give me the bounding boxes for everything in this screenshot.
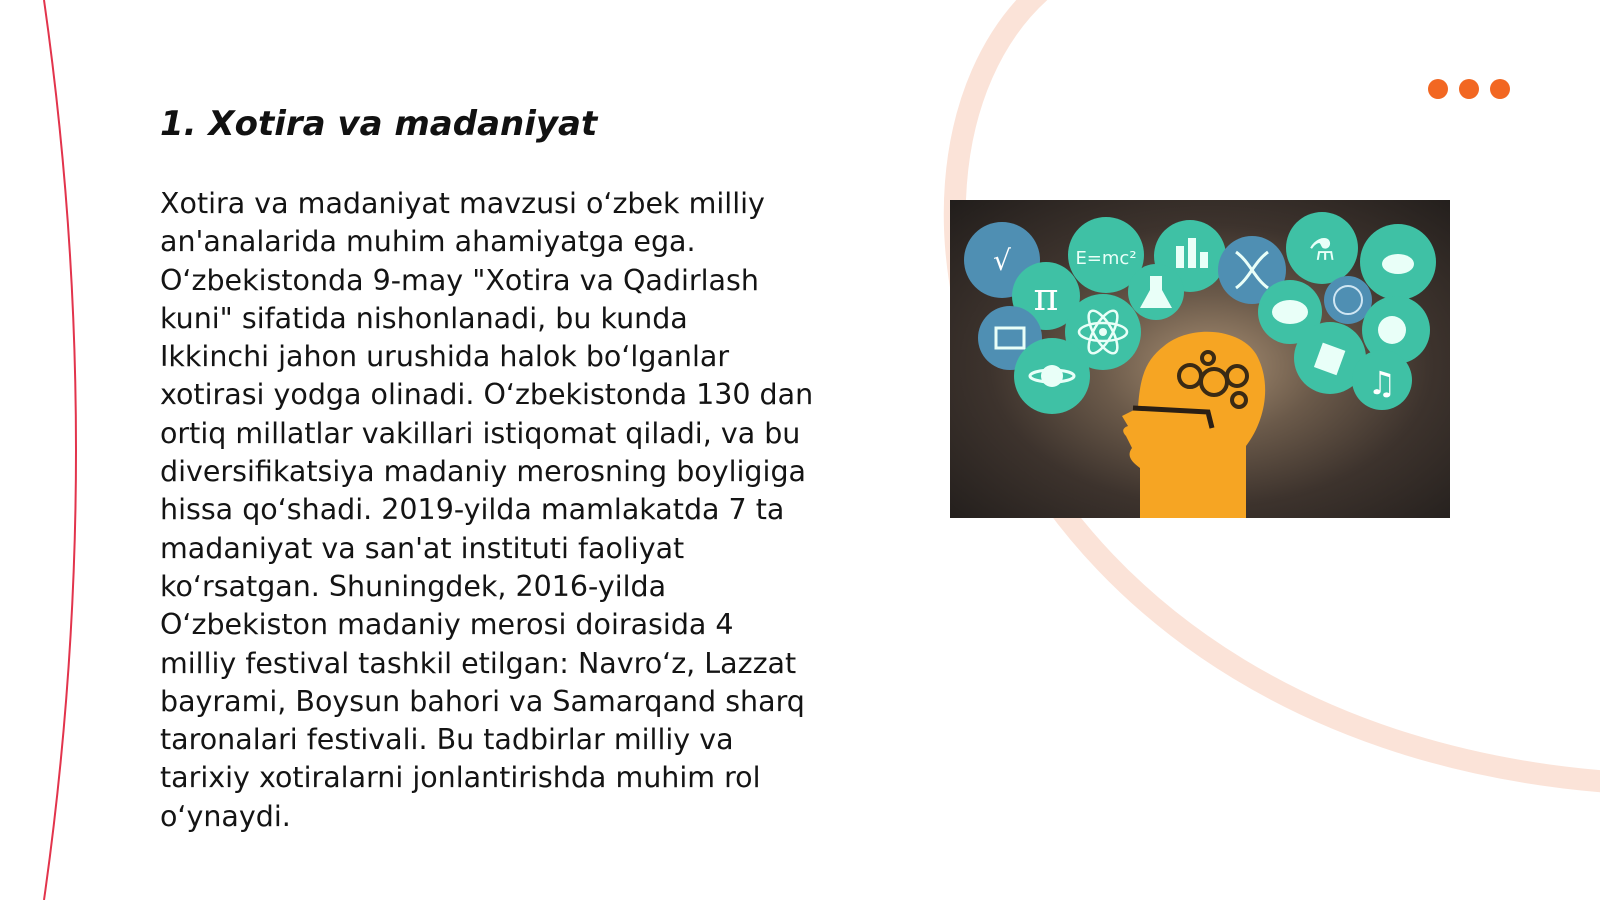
palette-icon [1378, 316, 1406, 344]
slide-title: 1. Xotira va madaniyat [160, 104, 598, 144]
emc2-icon: E=mc² [1075, 248, 1137, 269]
planet-icon [1041, 365, 1063, 387]
microscope-icon: ⚗ [1308, 233, 1336, 268]
menu-dots-icon [1428, 79, 1510, 99]
chart-icon [1176, 246, 1184, 268]
dot-icon [1428, 79, 1448, 99]
sqrt-icon: √ [993, 244, 1011, 277]
knowledge-head-illustration [950, 200, 1450, 518]
dot-icon [1490, 79, 1510, 99]
slide-body-text: Xotira va madaniyat mavzusi oʻzbek milliy an'analarida muhim ahamiyatga ega. Oʻzbekistonda 9-may "Xotira va Qadirlash kuni" sifatida nishonlanadi, bu kunda Ikkinchi jahon urushida halok boʻlganlar xotirasi yodga olinadi. Oʻzbekistonda 130 dan ortiq millatlar vakillari istiqomat qiladi, va bu diversifikatsiya madaniy merosning boyligiga hissa qoʻshadi. 2019-yilda mamlakatda 7 ta madaniyat va san'at instituti faoliyat koʻrsatgan. Shuningdek, 2016-yilda Oʻzbekiston madaniy merosi doirasida 4 milliy festival tashkil etilgan: Navroʻz, Lazzat bayrami, Boysun bahori va Samarqand sharq taronalari festivali. Bu tadbirlar milliy va tarixiy xotiralarni jonlantirishda muhim rol oʻynaydi. [160, 187, 814, 833]
dot-icon [1459, 79, 1479, 99]
music-note-icon: ♫ [1367, 364, 1397, 402]
brain-icon [1272, 300, 1308, 324]
frog-icon [1382, 254, 1414, 274]
pi-icon: π [1033, 275, 1059, 319]
head-silhouette-icon [1122, 332, 1265, 518]
